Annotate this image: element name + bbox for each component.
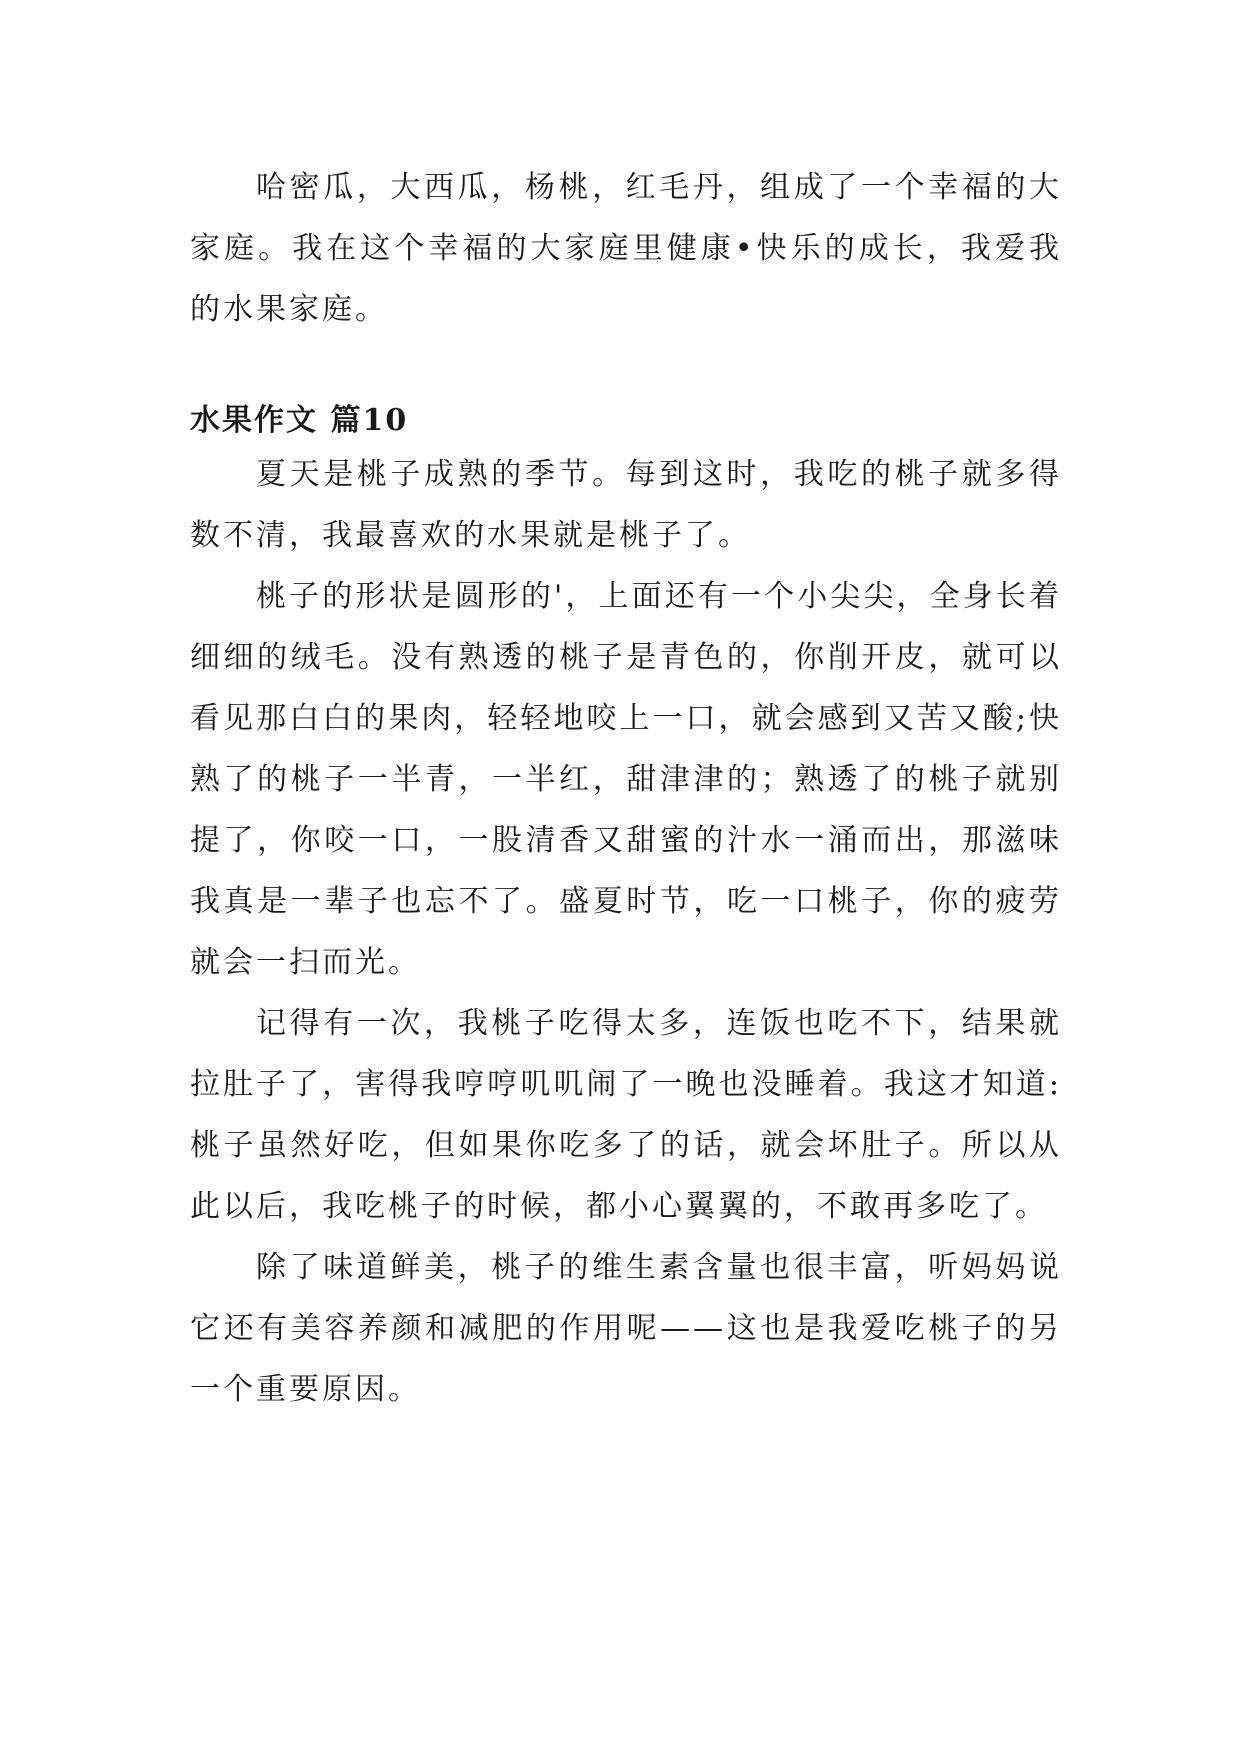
intro-paragraph: 哈密瓜，大西瓜，杨桃，红毛丹，组成了一个幸福的大家庭。我在这个幸福的大家庭里健康•快乐的成长，我爱我的水果家庭。 [190, 170, 1062, 327]
section-title: 水果作文 篇10 [190, 403, 409, 438]
paragraph-4: 除了味道鲜美，桃子的维生素含量也很丰富，听妈妈说它还有美容养颜和减肥的作用呢——这也是我爱吃桃子的另一个重要原因。 [190, 1250, 1062, 1407]
section-heading-block [190, 390, 1062, 451]
section-body [190, 444, 1062, 1420]
paragraph-1: 夏天是桃子成熟的季节。每到这时，我吃的桃子就多得数不清，我最喜欢的水果就是桃子了。 [190, 457, 1062, 553]
paragraph-2: 桃子的形状是圆形的'，上面还有一个小尖尖，全身长着细细的绒毛。没有熟透的桃子是青色的，你削开皮，就可以看见那白白的果肉，轻轻地咬上一口，就会感到又苦又酸;快熟了的桃子一半青，一半红，甜津津的；熟透了的桃子就别提了，你咬一口，一股清香又甜蜜的汁水一涌而出，那滋味我真是一辈子也忘不了。盛夏时节，吃一口桃子，你的疲劳就会一扫而光。 [190, 579, 1062, 980]
paragraph-3: 记得有一次，我桃子吃得太多，连饭也吃不下，结果就拉肚子了，害得我哼哼叽叽闹了一晚也没睡着。我这才知道:桃子虽然好吃，但如果你吃多了的话，就会坏肚子。所以从此以后，我吃桃子的时候，都小心翼翼的，不敢再多吃了。 [190, 1006, 1062, 1224]
intro-section [190, 157, 1062, 340]
